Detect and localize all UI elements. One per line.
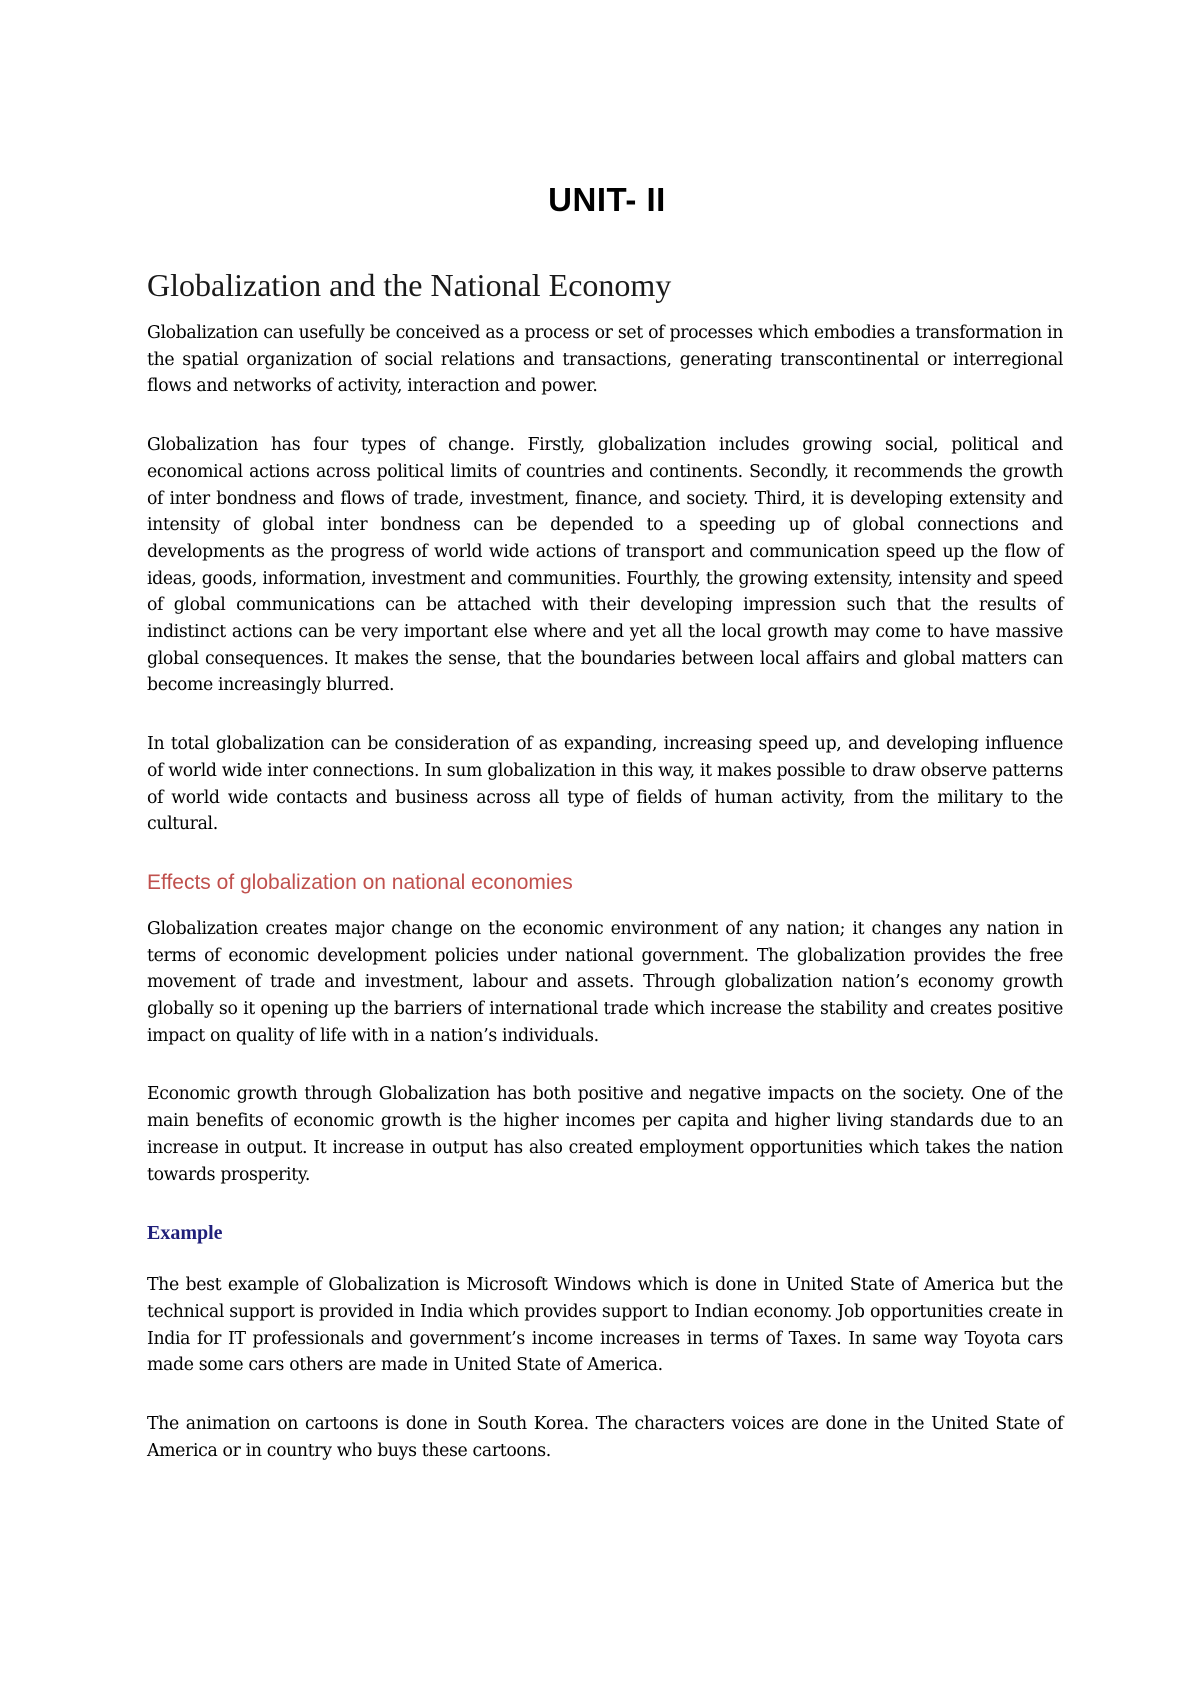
- effects-paragraph-2: Economic growth through Globalization has both positive and negative impacts on the society. One of the main benefits of economic growth is the higher incomes per capita and higher living standards due to an increase in output. It increase in output has also created employment opportunities which takes the nation towards prosperity.: [147, 1084, 1063, 1185]
- example-heading: Example: [147, 1222, 223, 1245]
- example-paragraph-2: The animation on cartoons is done in South Korea. The characters voices are done in the United State of America or in country who buys these cartoons.: [147, 1414, 1063, 1461]
- document-body: [147, 180, 1063, 1465]
- effects-paragraph-1: Globalization creates major change on the economic environment of any nation; it changes any nation in terms of economic development policies under national government. The globalization provides the free movement of trade and investment, labour and assets. Through globalization nation’s economy growth globally so it opening up the barriers of international trade which increase the stability and creates positive impact on quality of life with in a nation’s individuals.: [147, 918, 1063, 1046]
- intro-paragraph-2: Globalization has four types of change. Firstly, globalization includes growing social, political and economical actions across political limits of countries and continents. Secondly, it recommends the growth of inter bondness and flows of trade, investment, finance, and society. Third, it is developing extensity and intensity of global inter bondness can be depended to a speeding up of global connections and developments as the progress of world wide actions of transport and communication speed up the flow of ideas, goods, information, investment and communities. Fourthly, the growing extensity, intensity and speed of global communications can be attached with their developing impression such that the results of indistinct actions can be very important else where and yet all the local growth may come to have massive global consequences. It makes the sense, that the boundaries between local affairs and global matters can become increasingly blurred.: [147, 435, 1063, 696]
- unit-title: UNIT- II: [548, 181, 666, 218]
- example-paragraph-1: The best example of Globalization is Microsoft Windows which is done in United State of America but the technical support is provided in India which provides support to Indian economy. Job opportunities create in India for IT professionals and government’s income increases in terms of Taxes. In same way Toyota cars made some cars others are made in United State of America.: [147, 1275, 1063, 1376]
- intro-paragraph-3: In total globalization can be consideration of as expanding, increasing speed up, and developing influence of world wide inter connections. In sum globalization in this way, it makes possible to draw observe patterns of world wide contacts and business across all type of fields of human activity, from the military to the cultural.: [147, 734, 1063, 835]
- section-heading-effects: Effects of globalization on national economies: [147, 870, 573, 894]
- intro-paragraph-1: Globalization can usefully be conceived as a process or set of processes which embodies a transformation in the spatial organization of social relations and transactions, generating transcontinental or interregional flows and networks of activity, interaction and power.: [147, 323, 1063, 397]
- document-title: Globalization and the National Economy: [147, 267, 672, 303]
